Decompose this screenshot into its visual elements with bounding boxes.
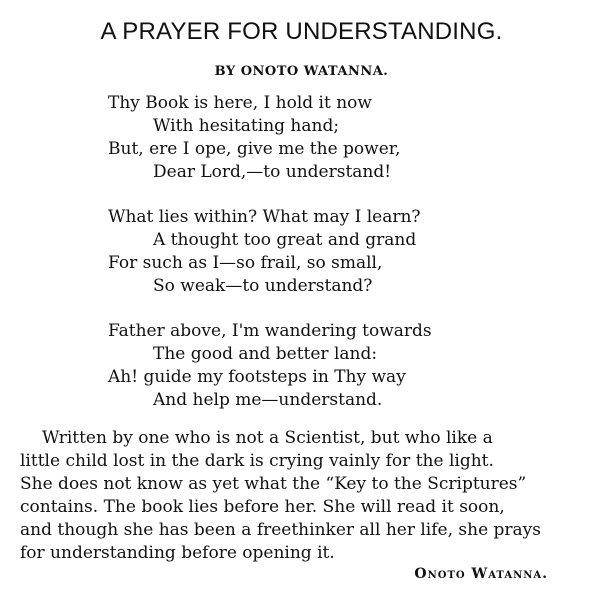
poem-line: But, ere I ope, give me the power, — [108, 139, 401, 159]
poem-line: With hesitating hand; — [153, 116, 340, 136]
poem-line: And help me—understand. — [153, 390, 383, 410]
note-line: She does not know as yet what the “Key to the Scriptures” — [20, 474, 527, 494]
page-title: A PRAYER FOR UNDERSTANDING. — [100, 18, 503, 45]
poem-stanza — [108, 320, 432, 412]
poem-line: Dear Lord,—to understand! — [153, 162, 392, 182]
note-line: Written by one who is not a Scientist, but who like a — [42, 428, 493, 448]
note-line: contains. The book lies before her. She will read it soon, — [20, 497, 505, 517]
poem-line: Ah! guide my footsteps in Thy way — [108, 367, 406, 387]
poem-line: Father above, I'm wandering towards — [108, 321, 432, 341]
poem-line: A thought too great and grand — [153, 230, 417, 250]
poem-line: So weak—to understand? — [153, 276, 373, 296]
note-line: for understanding before opening it. — [20, 543, 335, 563]
author-byline: BY ONOTO WATANNA. — [214, 64, 389, 79]
poem-line: The good and better land: — [153, 344, 378, 364]
poem-stanza — [108, 206, 432, 298]
signature: Onoto Watanna. — [414, 566, 548, 582]
note-line: little child lost in the dark is crying vainly for the light. — [20, 451, 494, 471]
note-line: and though she has been a freethinker all her life, she prays — [20, 520, 542, 540]
poem-line: For such as I—so frail, so small, — [108, 253, 383, 273]
poem-line: What lies within? What may I learn? — [108, 207, 421, 227]
poem — [108, 92, 432, 434]
poem-line: Thy Book is here, I hold it now — [108, 93, 372, 113]
author-note — [20, 427, 582, 565]
poem-stanza — [108, 92, 432, 184]
